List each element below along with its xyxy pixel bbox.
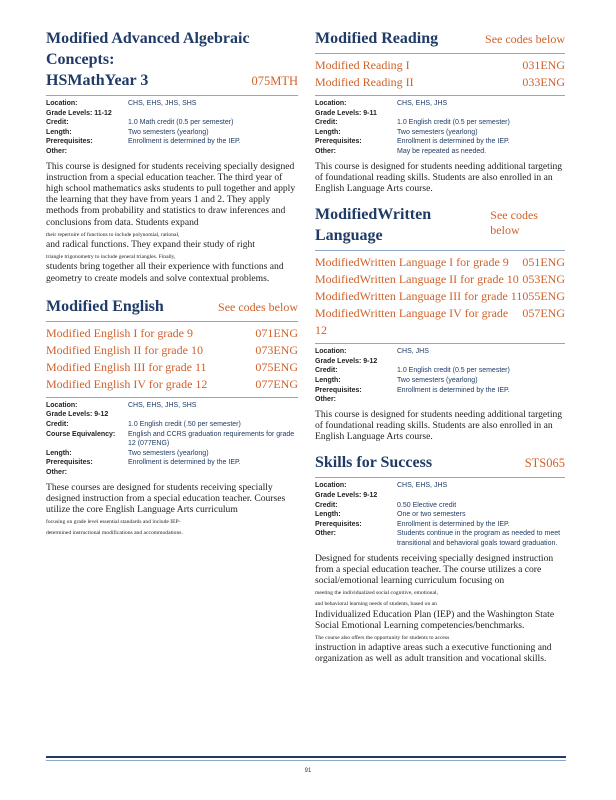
meta-row: Prerequisites: Enrollment is determined by the IEP. bbox=[46, 138, 241, 146]
meta-row: Location: CHS, JHS bbox=[315, 348, 429, 356]
reading-meta bbox=[315, 99, 565, 157]
page-number: 91 bbox=[304, 768, 312, 774]
meta-row: Prerequisites: Enrollment is determined by the IEP. bbox=[46, 459, 241, 467]
meta-row: Location: CHS, EHS, JHS bbox=[315, 100, 448, 107]
meta-row: Grade Levels: 9-12 bbox=[315, 491, 378, 499]
algebra-title-line2: HSMathYear 3 bbox=[46, 72, 149, 89]
meta-row: Prerequisites: Enrollment is determined by the IEP. bbox=[315, 138, 510, 146]
footer-rule bbox=[46, 756, 566, 761]
meta-row: Other: bbox=[46, 147, 67, 155]
algebra-course-code: 075MTH bbox=[251, 74, 298, 88]
written-course-list bbox=[315, 254, 565, 339]
list-item: Modified English IV for grade 12 077ENG bbox=[46, 376, 298, 391]
meta-row: Grade Levels: 9-12 bbox=[46, 411, 109, 419]
algebra-meta bbox=[46, 99, 298, 157]
meta-row: Other: bbox=[315, 396, 336, 404]
list-item: Modified English II for grade 10 073ENG bbox=[46, 342, 298, 357]
divider bbox=[46, 397, 298, 398]
meta-row: Credit: 1.0 English credit (0.5 per semester) bbox=[315, 367, 510, 375]
written-meta bbox=[315, 347, 565, 405]
written-description: This course is designed for students needing additional targeting of foundational reading skills. Students are also enrolled in an English Language Arts course. bbox=[315, 408, 563, 443]
divider bbox=[315, 95, 565, 96]
divider bbox=[46, 321, 298, 322]
meta-row: Length: Two semesters (yearlong) bbox=[315, 376, 478, 384]
english-see-codes: See codes below bbox=[218, 299, 298, 314]
meta-row: Other: May be repeated as needed. bbox=[315, 147, 487, 155]
divider bbox=[315, 53, 565, 54]
right-column bbox=[315, 28, 565, 671]
reading-see-codes: See codes below bbox=[485, 32, 565, 46]
meta-row: Credit: 1.0 English credit (.50 per semester) bbox=[46, 420, 241, 428]
meta-row: Credit: 0.50 Elective credit bbox=[315, 501, 457, 509]
meta-row: Location: CHS, EHS, JHS, SHS bbox=[46, 401, 197, 409]
meta-row: Prerequisites: Enrollment is determined by the IEP. bbox=[315, 520, 510, 528]
skills-section bbox=[315, 452, 565, 664]
written-see-codes: See codes below bbox=[490, 208, 538, 238]
list-item: ModifiedWritten Language I for grade 9 051ENG bbox=[315, 255, 565, 270]
reading-title: Modified Reading bbox=[315, 30, 439, 47]
algebra-description: This course is designed for students receiving specially designed instruction from a special education teacher. The third year of high school mathematics asks students to pull together and apply the learning that they have from years 1 and 2. They apply methods from probability and statistics to draw inferences and conclusions from data. Students expand their repertoire of functions to include polynomial, rational, and radical functions. They expand their study of right triangle trigonometry to include general triangles. Finally, students bring together all their experience with functions and geometry to create models and solve contextual problems. bbox=[46, 160, 296, 284]
left-column bbox=[46, 28, 298, 544]
meta-row: Location: CHS, EHS, JHS, SHS bbox=[46, 100, 197, 107]
divider bbox=[46, 95, 298, 96]
list-item: Modified English I for grade 9 071ENG bbox=[46, 325, 298, 340]
meta-row: Credit: 1.0 Math credit (0.5 per semester) bbox=[46, 119, 234, 127]
english-course-list bbox=[46, 325, 298, 393]
divider bbox=[315, 477, 565, 478]
meta-row: Location: CHS, EHS, JHS bbox=[315, 482, 448, 490]
meta-row: Length: Two semesters (yearlong) bbox=[46, 449, 209, 457]
meta-row: Other: Students continue in the program as needed to meet transitional and behavioral goals toward graduation. bbox=[315, 530, 561, 547]
reading-description: This course is designed for students needing additional targeting of foundational reading skills. Students are also enrolled in an English Language Arts course. bbox=[315, 160, 563, 194]
divider bbox=[315, 250, 565, 251]
english-meta bbox=[46, 401, 298, 478]
meta-row: Grade Levels: 9-11 bbox=[315, 109, 377, 117]
meta-row: Length: Two semesters (yearlong) bbox=[315, 128, 478, 136]
meta-row: Grade Levels: 11-12 bbox=[46, 109, 112, 117]
list-item: Modified English III for grade 11 075ENG bbox=[46, 359, 298, 374]
algebra-section bbox=[46, 28, 298, 284]
list-item: Modified Reading II 033ENG bbox=[315, 75, 565, 89]
meta-row: Course Equivalency: English and CCRS graduation requirements for grade 12 (077ENG) bbox=[46, 430, 295, 448]
divider bbox=[315, 343, 565, 344]
skills-meta bbox=[315, 481, 565, 548]
algebra-title-line1: Modified Advanced Algebraic Concepts: bbox=[46, 30, 250, 68]
english-description: These courses are designed for students receiving specially designed instruction from a special education teacher. Courses utilize the core English Language Arts curriculum focusing on grade level essential standards and include IEP- determined instructional modifications and accommodations. bbox=[46, 481, 286, 537]
list-item: ModifiedWritten Language IV for grade 12 057ENG bbox=[315, 306, 565, 338]
skills-title: Skills for Success bbox=[315, 454, 433, 472]
meta-row: Prerequisites: Enrollment is determined by the IEP. bbox=[315, 386, 510, 394]
meta-row: Other: bbox=[46, 468, 67, 476]
written-title: ModifiedWritten Language bbox=[315, 206, 432, 245]
english-title: Modified English bbox=[46, 297, 164, 315]
meta-row: Length: One or two semesters bbox=[315, 511, 466, 519]
list-item: ModifiedWritten Language II for grade 10 053ENG bbox=[315, 272, 565, 287]
skills-course-code: STS065 bbox=[524, 456, 565, 471]
english-section bbox=[46, 296, 298, 538]
list-item: ModifiedWritten Language III for grade 11 055ENG bbox=[315, 289, 565, 304]
reading-section bbox=[315, 28, 565, 194]
meta-row: Length: Two semesters (yearlong) bbox=[46, 128, 209, 136]
written-section bbox=[315, 204, 565, 442]
list-item: Modified Reading I 031ENG bbox=[315, 58, 565, 72]
reading-course-list bbox=[315, 57, 565, 91]
skills-description: Designed for students receiving specially designed instruction from a special education teacher. The course utilizes a core social/emotional learning curriculum focusing on meeting the individualized social cognitive, emotional, and behavioral learning needs of students, based on an Individualized Education Plan (IEP) and the Washington State Social Emotional Learning competencies/benchmarks. The course also offers the opportunity for students to access instruction in adaptive areas such a executive functioning and organization as well as adult transition and vocational skills. bbox=[315, 552, 555, 665]
meta-row: Grade Levels: 9-12 bbox=[315, 357, 378, 365]
meta-row: Credit: 1.0 English credit (0.5 per semester) bbox=[315, 119, 510, 127]
